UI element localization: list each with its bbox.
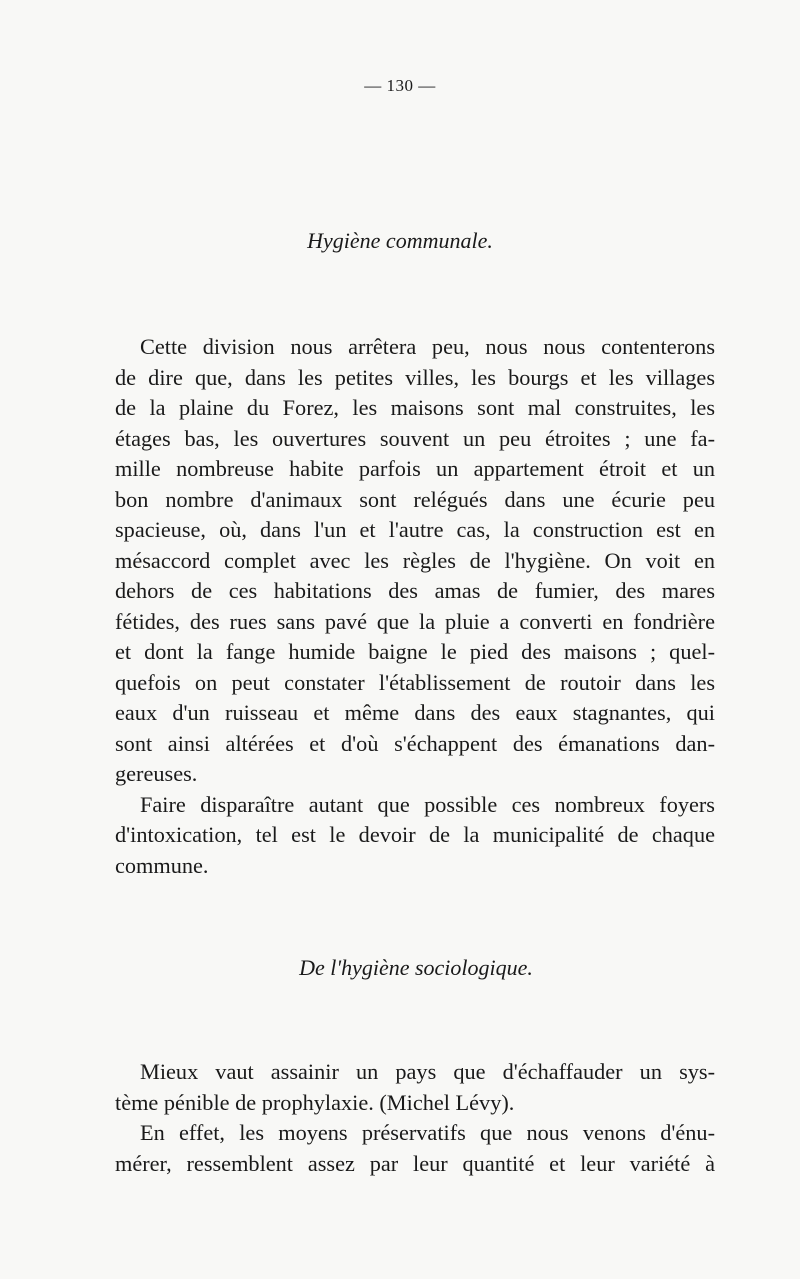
text-line: de la plaine du Forez, les maisons sont mal construites, les <box>115 395 715 420</box>
section-heading-hygiene-communale: Hygiène communale. <box>307 228 493 253</box>
text-line: fétides, des rues sans pavé que la pluie a converti en fondrière <box>115 608 715 634</box>
text-line: de dire que, dans les petites villes, les bourgs et les villages <box>115 364 715 390</box>
text-line: étages bas, les ouvertures souvent un peu étroites ; une fa- <box>115 425 715 451</box>
text-line: dehors de ces habitations des amas de fumier, des mares <box>115 578 715 603</box>
text-line: tème pénible de prophylaxie. (Michel Lévy). <box>115 1089 515 1115</box>
text-line: et dont la fange humide baigne le pied des maisons ; quel- <box>115 639 715 664</box>
text-line: Mieux vaut assainir un pays que d'échaffauder un sys- <box>140 1059 715 1084</box>
text-line: mésaccord complet avec les règles de l'hygiène. On voit en <box>115 547 715 573</box>
text-line: spacieuse, où, dans l'un et l'autre cas, la construction est en <box>115 517 715 542</box>
text-line: Cette division nous arrêtera peu, nous nous contenterons <box>140 334 715 359</box>
text-line: gereuses. <box>115 761 198 786</box>
page-number: — 130 — <box>364 76 436 95</box>
section-body-hygiene-communale <box>115 332 715 881</box>
text-line: sont ainsi altérées et d'où s'échappent des émanations dan- <box>115 730 715 756</box>
section-body-hygiene-sociologique <box>115 1057 715 1179</box>
text-line: d'intoxication, tel est le devoir de la municipalité de chaque <box>115 822 715 847</box>
text-line: En effet, les moyens préservatifs que nous venons d'énu- <box>140 1120 715 1145</box>
text-line: quefois on peut constater l'établissement de routoir dans les <box>115 669 715 695</box>
text-line: mille nombreuse habite parfois un appartement étroit et un <box>115 456 715 481</box>
text-line: eaux d'un ruisseau et même dans des eaux stagnantes, qui <box>115 700 715 725</box>
text-line: Faire disparaître autant que possible ces nombreux foyers <box>140 791 715 817</box>
section-heading-hygiene-sociologique: De l'hygiène sociologique. <box>299 955 533 980</box>
text-line: bon nombre d'animaux sont relégués dans une écurie peu <box>115 486 715 512</box>
text-line: commune. <box>115 852 209 878</box>
text-line: mérer, ressemblent assez par leur quantité et leur variété à <box>115 1150 715 1176</box>
